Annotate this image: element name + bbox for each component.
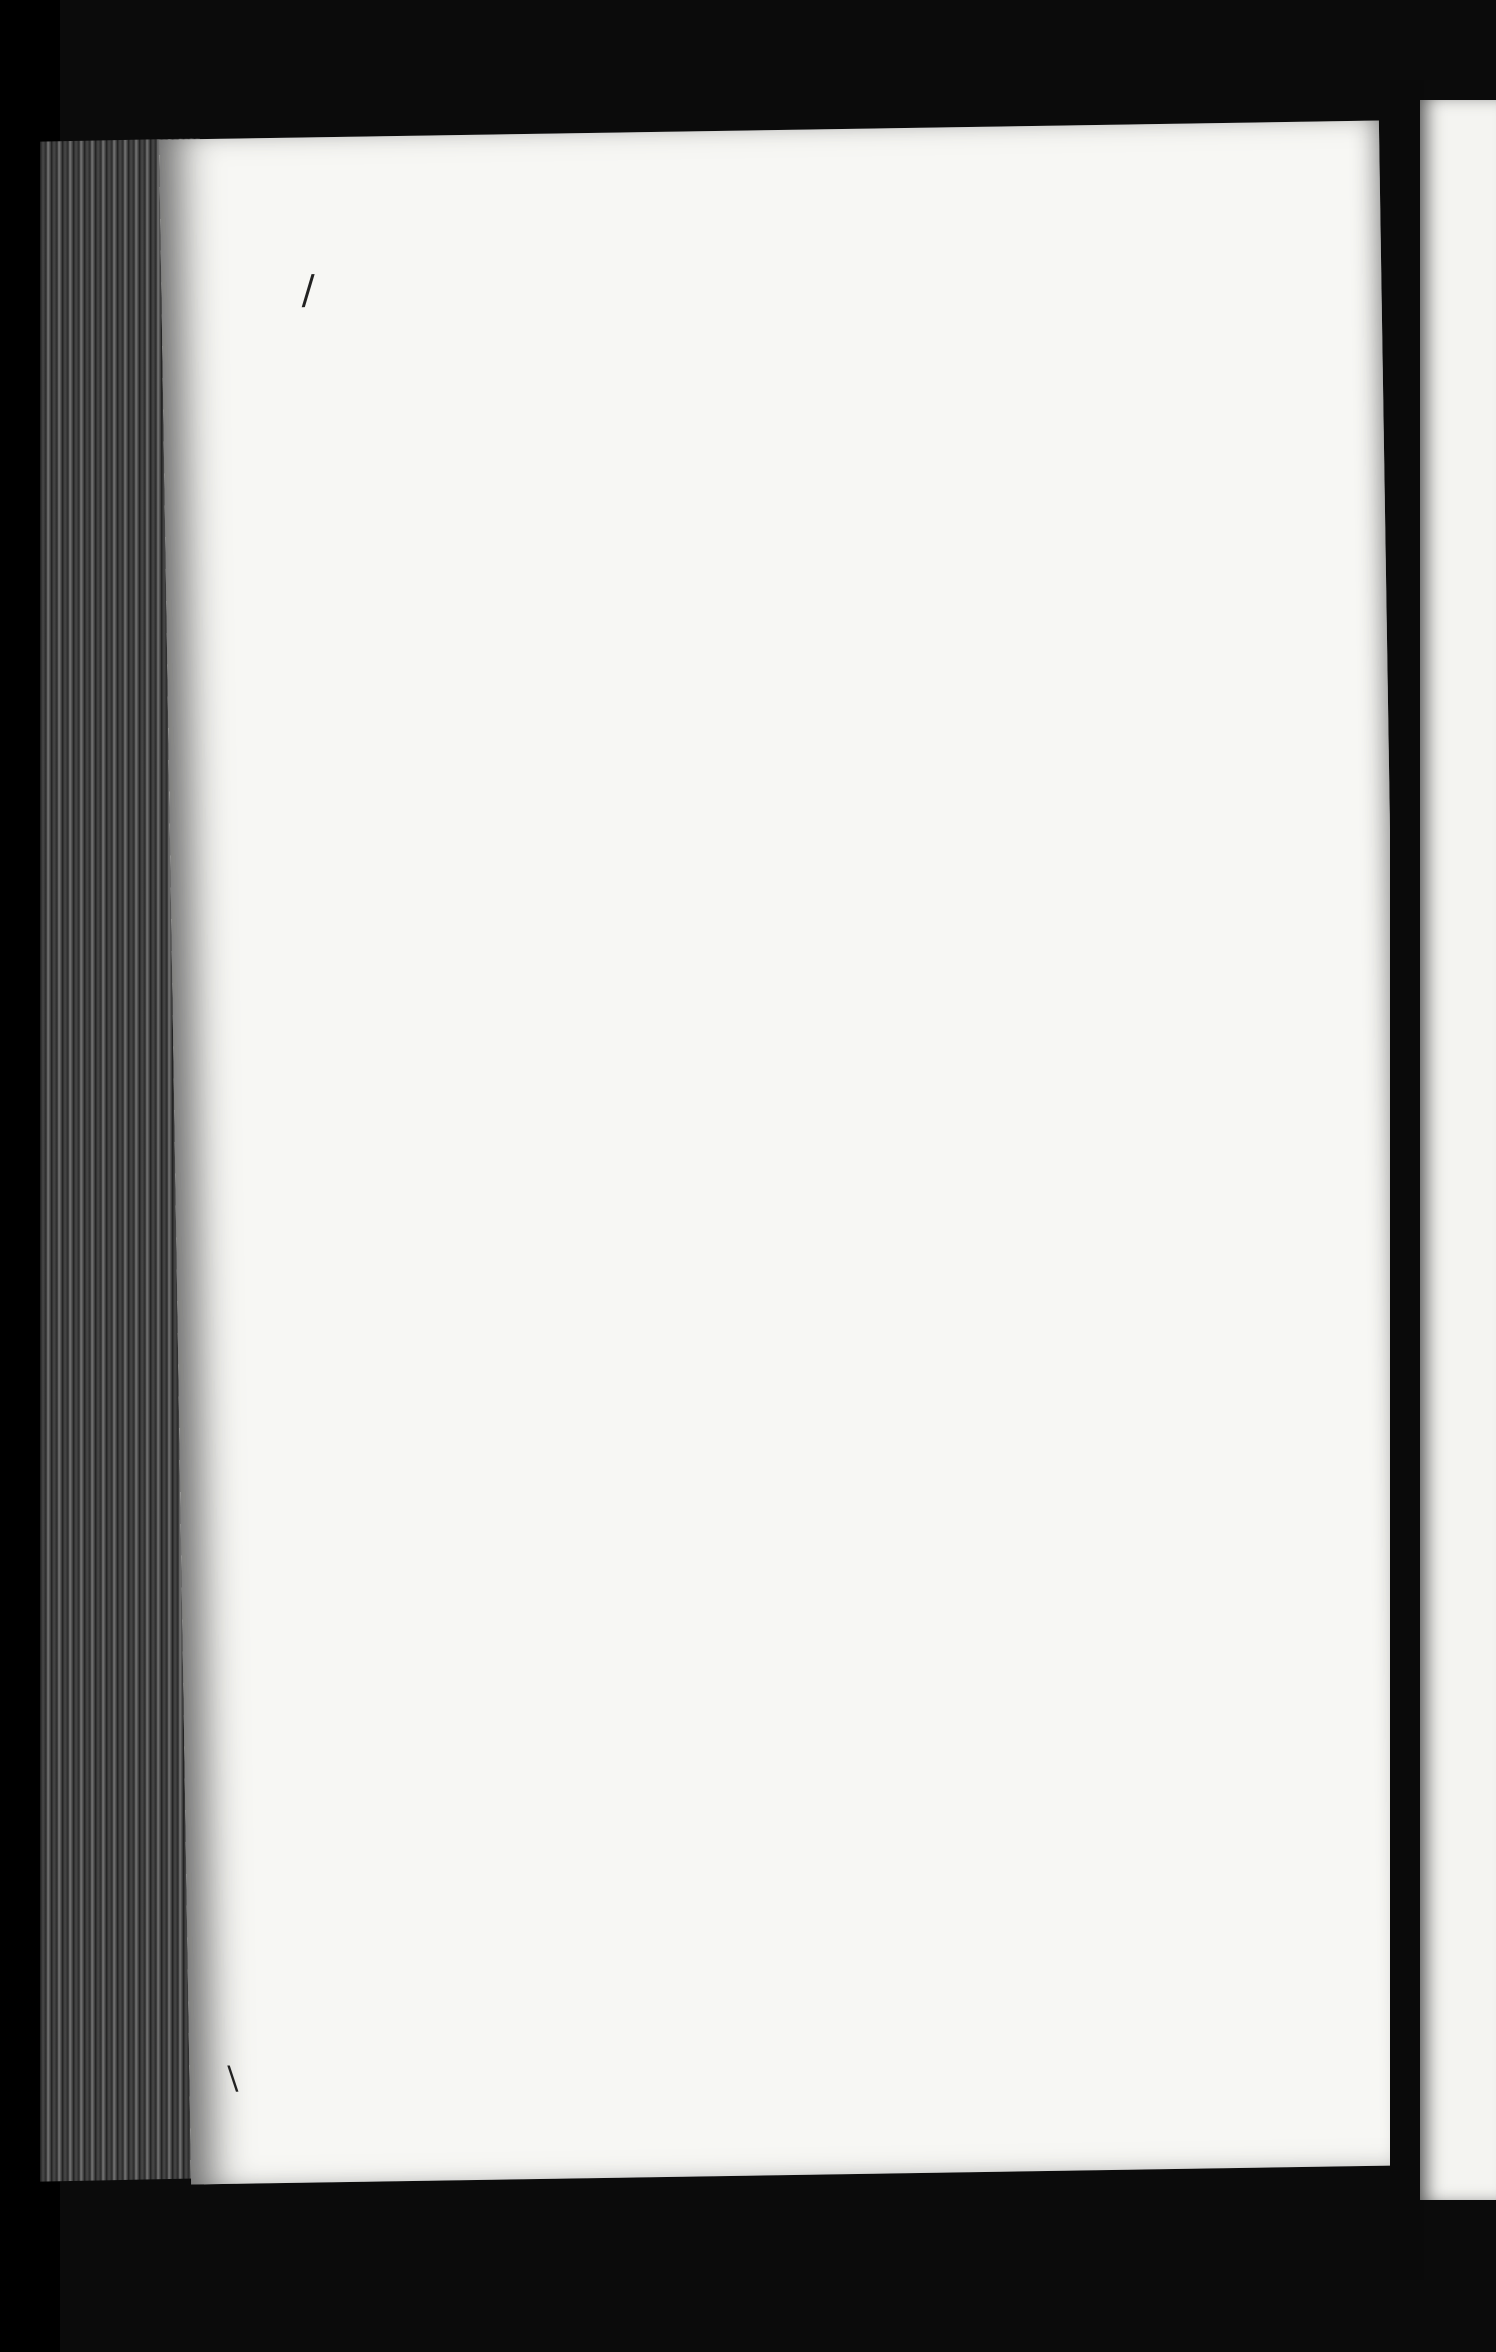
page-number xyxy=(163,369,1383,388)
facing-page xyxy=(1420,100,1496,2200)
paragraph-baltimore xyxy=(484,422,1314,435)
paragraph-evening xyxy=(484,422,1314,435)
book-page xyxy=(159,121,1411,2185)
pen-mark-lower: \ xyxy=(227,2058,239,2097)
body-text xyxy=(484,422,1314,435)
paragraph-impressions xyxy=(484,422,1314,435)
pen-mark: / xyxy=(301,267,316,314)
paragraph-convention xyxy=(484,422,1314,435)
paragraph-andrews-intro xyxy=(484,422,1314,435)
gutter xyxy=(1390,80,1424,2280)
paragraph-smeltz xyxy=(484,422,1314,435)
